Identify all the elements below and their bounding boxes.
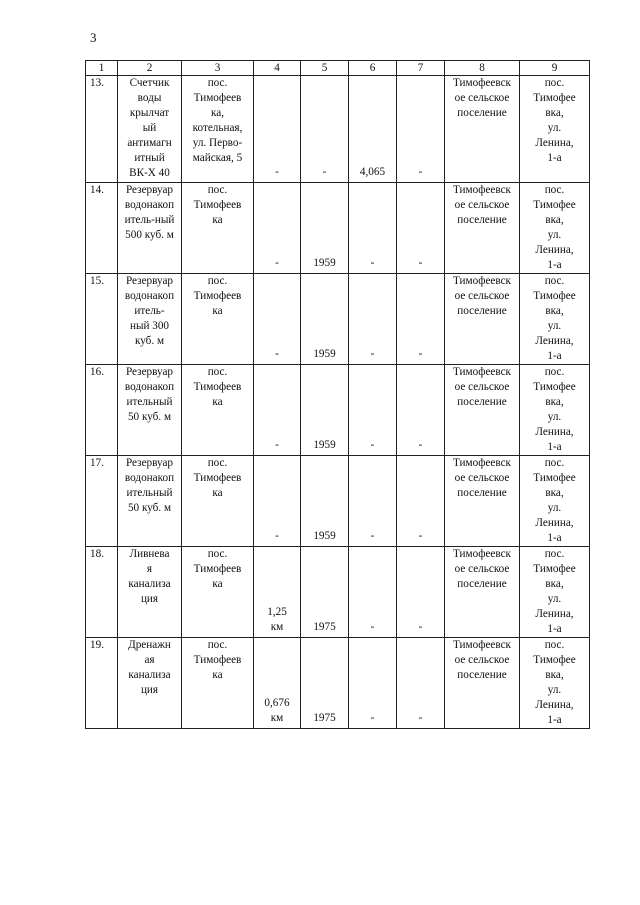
owner-name-line: поселение <box>457 214 507 226</box>
owner-address-line: ул. <box>547 229 562 241</box>
object-name-line: канализа <box>128 578 171 590</box>
owner-address-line: пос. <box>544 457 565 469</box>
object-name <box>118 76 182 183</box>
owner-address-line: 1-а <box>547 623 562 635</box>
object-name-line: я <box>146 563 153 575</box>
owner-name <box>445 365 520 456</box>
owner-name-line: поселение <box>457 578 507 590</box>
object-name <box>118 456 182 547</box>
owner-address-line: вка, <box>545 107 564 119</box>
row-number: 18. <box>86 547 118 638</box>
column-6-value: - <box>349 547 397 638</box>
owner-address <box>520 274 590 365</box>
object-location-line: котельная, <box>192 122 243 134</box>
column-7-value: - <box>397 456 445 547</box>
object-name-line: Резервуар <box>125 184 174 196</box>
column-4-value-line: км <box>270 712 284 724</box>
object-name <box>118 183 182 274</box>
object-name-line: ВК-Х 40 <box>129 167 170 179</box>
owner-address-line: Тимофее <box>533 472 576 484</box>
owner-address-line: 1-а <box>547 441 562 453</box>
owner-address-line: пос. <box>544 639 565 651</box>
owner-name-line: Тимофеевск <box>452 457 511 469</box>
owner-name-line: поселение <box>457 305 507 317</box>
owner-name-line: поселение <box>457 107 507 119</box>
owner-name <box>445 274 520 365</box>
row-number: 17. <box>86 456 118 547</box>
object-location-line: пос. <box>207 77 228 89</box>
column-5-value: 1959 <box>301 183 349 274</box>
owner-name-line: ое сельское <box>454 199 510 211</box>
owner-name <box>445 183 520 274</box>
table-row <box>86 638 590 729</box>
owner-address-line: 1-а <box>547 350 562 362</box>
column-number-9: 9 <box>520 61 590 76</box>
owner-address-line: Тимофее <box>533 563 576 575</box>
object-location-line: ка <box>212 305 223 317</box>
object-location-line: ка <box>212 214 223 226</box>
column-number-4: 4 <box>254 61 301 76</box>
column-4-value <box>254 547 301 638</box>
owner-name-line: ое сельское <box>454 472 510 484</box>
owner-address-line: Тимофее <box>533 92 576 104</box>
object-name-line: 50 куб. м <box>127 411 172 423</box>
row-number: 16. <box>86 365 118 456</box>
object-name-line: ый <box>142 122 157 134</box>
owner-address-line: ул. <box>547 122 562 134</box>
owner-address-line: Ленина, <box>535 517 574 529</box>
column-7-value: - <box>397 365 445 456</box>
owner-address-line: пос. <box>544 366 565 378</box>
object-location <box>182 638 254 729</box>
row-number: 13. <box>86 76 118 183</box>
owner-address-line: 1-а <box>547 714 562 726</box>
column-number-row <box>86 61 590 76</box>
owner-address <box>520 76 590 183</box>
column-number-8: 8 <box>445 61 520 76</box>
object-location-line: пос. <box>207 275 228 287</box>
owner-name-line: ое сельское <box>454 381 510 393</box>
page-number: 3 <box>90 30 97 45</box>
owner-address-line: пос. <box>544 275 565 287</box>
column-6-value: - <box>349 638 397 729</box>
object-name <box>118 365 182 456</box>
column-7-value: - <box>397 547 445 638</box>
column-4-value: - <box>254 76 301 183</box>
object-name-line: ительный <box>126 396 173 408</box>
table-row <box>86 365 590 456</box>
object-name-line: Ливнева <box>129 548 170 560</box>
column-7-value: - <box>397 76 445 183</box>
owner-address-line: ул. <box>547 502 562 514</box>
owner-address <box>520 547 590 638</box>
object-name-line: итель-ный <box>124 214 175 226</box>
owner-address-line: Ленина, <box>535 426 574 438</box>
column-5-value: - <box>301 76 349 183</box>
column-number-5: 5 <box>301 61 349 76</box>
object-location-line: пос. <box>207 457 228 469</box>
column-4-value-line: 1,25 <box>267 606 287 618</box>
owner-name-line: поселение <box>457 487 507 499</box>
object-name-line: 50 куб. м <box>127 502 172 514</box>
owner-name-line: ое сельское <box>454 654 510 666</box>
owner-name <box>445 638 520 729</box>
owner-name <box>445 456 520 547</box>
object-location <box>182 547 254 638</box>
table-body <box>86 76 590 729</box>
owner-address-line: Ленина, <box>535 137 574 149</box>
row-number: 14. <box>86 183 118 274</box>
owner-name-line: ое сельское <box>454 92 510 104</box>
column-5-value: 1959 <box>301 365 349 456</box>
owner-name-line: Тимофеевск <box>452 548 511 560</box>
owner-address-line: 1-а <box>547 532 562 544</box>
column-6-value: - <box>349 274 397 365</box>
object-location-line: Тимофеев <box>193 472 242 484</box>
owner-address-line: Ленина, <box>535 335 574 347</box>
column-5-value: 1959 <box>301 274 349 365</box>
object-name-line: Резервуар <box>125 366 174 378</box>
object-location <box>182 183 254 274</box>
owner-address-line: 1-а <box>547 152 562 164</box>
row-number: 15. <box>86 274 118 365</box>
table-row <box>86 547 590 638</box>
object-name-line: 500 куб. м <box>125 229 174 241</box>
owner-address-line: вка, <box>545 396 564 408</box>
object-name-line: Счетчик <box>129 77 170 89</box>
owner-name-line: Тимофеевск <box>452 366 511 378</box>
object-location-line: ка <box>212 669 223 681</box>
owner-name-line: Тимофеевск <box>452 639 511 651</box>
property-registry-table <box>85 60 590 729</box>
object-location-line: Тимофеев <box>193 563 242 575</box>
owner-address-line: пос. <box>544 77 565 89</box>
owner-name-line: поселение <box>457 396 507 408</box>
object-location-line: пос. <box>207 639 228 651</box>
owner-address-line: вка, <box>545 487 564 499</box>
column-6-value: 4,065 <box>349 76 397 183</box>
column-4-value: - <box>254 274 301 365</box>
column-number-3: 3 <box>182 61 254 76</box>
owner-address <box>520 638 590 729</box>
object-location-line: пос. <box>207 548 228 560</box>
object-name <box>118 274 182 365</box>
column-5-value: 1975 <box>301 638 349 729</box>
owner-address-line: Тимофее <box>533 381 576 393</box>
object-location-line: ка, <box>210 107 225 119</box>
object-name-line: Резервуар <box>125 457 174 469</box>
object-name-line: водонакоп <box>124 381 175 393</box>
column-number-6: 6 <box>349 61 397 76</box>
column-4-value: - <box>254 365 301 456</box>
object-location-line: ка <box>212 578 223 590</box>
object-location-line: майская, 5 <box>192 152 243 164</box>
column-6-value: - <box>349 183 397 274</box>
column-6-value: - <box>349 365 397 456</box>
object-location-line: ка <box>212 487 223 499</box>
owner-address <box>520 183 590 274</box>
column-5-value: 1959 <box>301 456 349 547</box>
owner-address <box>520 456 590 547</box>
column-number-1: 1 <box>86 61 118 76</box>
table-row <box>86 456 590 547</box>
owner-address-line: пос. <box>544 184 565 196</box>
table-row <box>86 274 590 365</box>
object-name-line: Резервуар <box>125 275 174 287</box>
owner-name-line: ое сельское <box>454 563 510 575</box>
object-location-line: Тимофеев <box>193 290 242 302</box>
column-4-value <box>254 638 301 729</box>
object-location-line: Тимофеев <box>193 381 242 393</box>
object-name-line: ция <box>140 593 159 605</box>
column-4-value: - <box>254 183 301 274</box>
owner-address-line: Тимофее <box>533 654 576 666</box>
table-row <box>86 76 590 183</box>
object-name-line: ция <box>140 684 159 696</box>
object-location <box>182 76 254 183</box>
object-location-line: пос. <box>207 184 228 196</box>
column-6-value: - <box>349 456 397 547</box>
object-name-line: водонакоп <box>124 199 175 211</box>
object-name-line: водонакоп <box>124 290 175 302</box>
column-5-value: 1975 <box>301 547 349 638</box>
object-name-line: канализа <box>128 669 171 681</box>
column-number-7: 7 <box>397 61 445 76</box>
owner-address-line: вка, <box>545 305 564 317</box>
row-number: 19. <box>86 638 118 729</box>
object-location <box>182 274 254 365</box>
object-location-line: ка <box>212 396 223 408</box>
owner-address-line: вка, <box>545 578 564 590</box>
owner-address-line: 1-а <box>547 259 562 271</box>
owner-address <box>520 365 590 456</box>
object-location <box>182 456 254 547</box>
owner-address-line: ул. <box>547 320 562 332</box>
object-location-line: Тимофеев <box>193 199 242 211</box>
owner-name-line: Тимофеевск <box>452 77 511 89</box>
owner-address-line: вка, <box>545 214 564 226</box>
owner-address-line: Ленина, <box>535 699 574 711</box>
object-name-line: Дренажн <box>128 639 171 651</box>
column-number-2: 2 <box>118 61 182 76</box>
owner-address-line: ул. <box>547 593 562 605</box>
owner-address-line: вка, <box>545 669 564 681</box>
object-name-line: крылчат <box>129 107 170 119</box>
object-name-line: куб. м <box>134 335 165 347</box>
column-4-value-line: км <box>270 621 284 633</box>
object-name <box>118 547 182 638</box>
object-name-line: воды <box>137 92 162 104</box>
column-7-value: - <box>397 183 445 274</box>
owner-address-line: Тимофее <box>533 199 576 211</box>
table-row <box>86 183 590 274</box>
object-name-line: ный 300 <box>129 320 170 332</box>
owner-name-line: Тимофеевск <box>452 275 511 287</box>
owner-address-line: Ленина, <box>535 244 574 256</box>
column-4-value-line: 0,676 <box>264 697 290 709</box>
column-4-value: - <box>254 456 301 547</box>
owner-address-line: ул. <box>547 411 562 423</box>
object-name-line: ая <box>144 654 155 666</box>
object-name-line: водонакоп <box>124 472 175 484</box>
object-location-line: ул. Перво- <box>192 137 243 149</box>
object-location-line: Тимофеев <box>193 92 242 104</box>
object-name-line: ительный <box>126 487 173 499</box>
column-7-value: - <box>397 274 445 365</box>
owner-name-line: поселение <box>457 669 507 681</box>
owner-name <box>445 547 520 638</box>
object-location <box>182 365 254 456</box>
object-location-line: пос. <box>207 366 228 378</box>
object-name-line: итель- <box>134 305 165 317</box>
owner-address-line: ул. <box>547 684 562 696</box>
object-location-line: Тимофеев <box>193 654 242 666</box>
owner-address-line: Ленина, <box>535 608 574 620</box>
owner-name-line: Тимофеевск <box>452 184 511 196</box>
owner-address-line: Тимофее <box>533 290 576 302</box>
object-name <box>118 638 182 729</box>
owner-name-line: ое сельское <box>454 290 510 302</box>
object-name-line: итный <box>134 152 165 164</box>
owner-name <box>445 76 520 183</box>
column-7-value: - <box>397 638 445 729</box>
object-name-line: антимагн <box>127 137 172 149</box>
owner-address-line: пос. <box>544 548 565 560</box>
